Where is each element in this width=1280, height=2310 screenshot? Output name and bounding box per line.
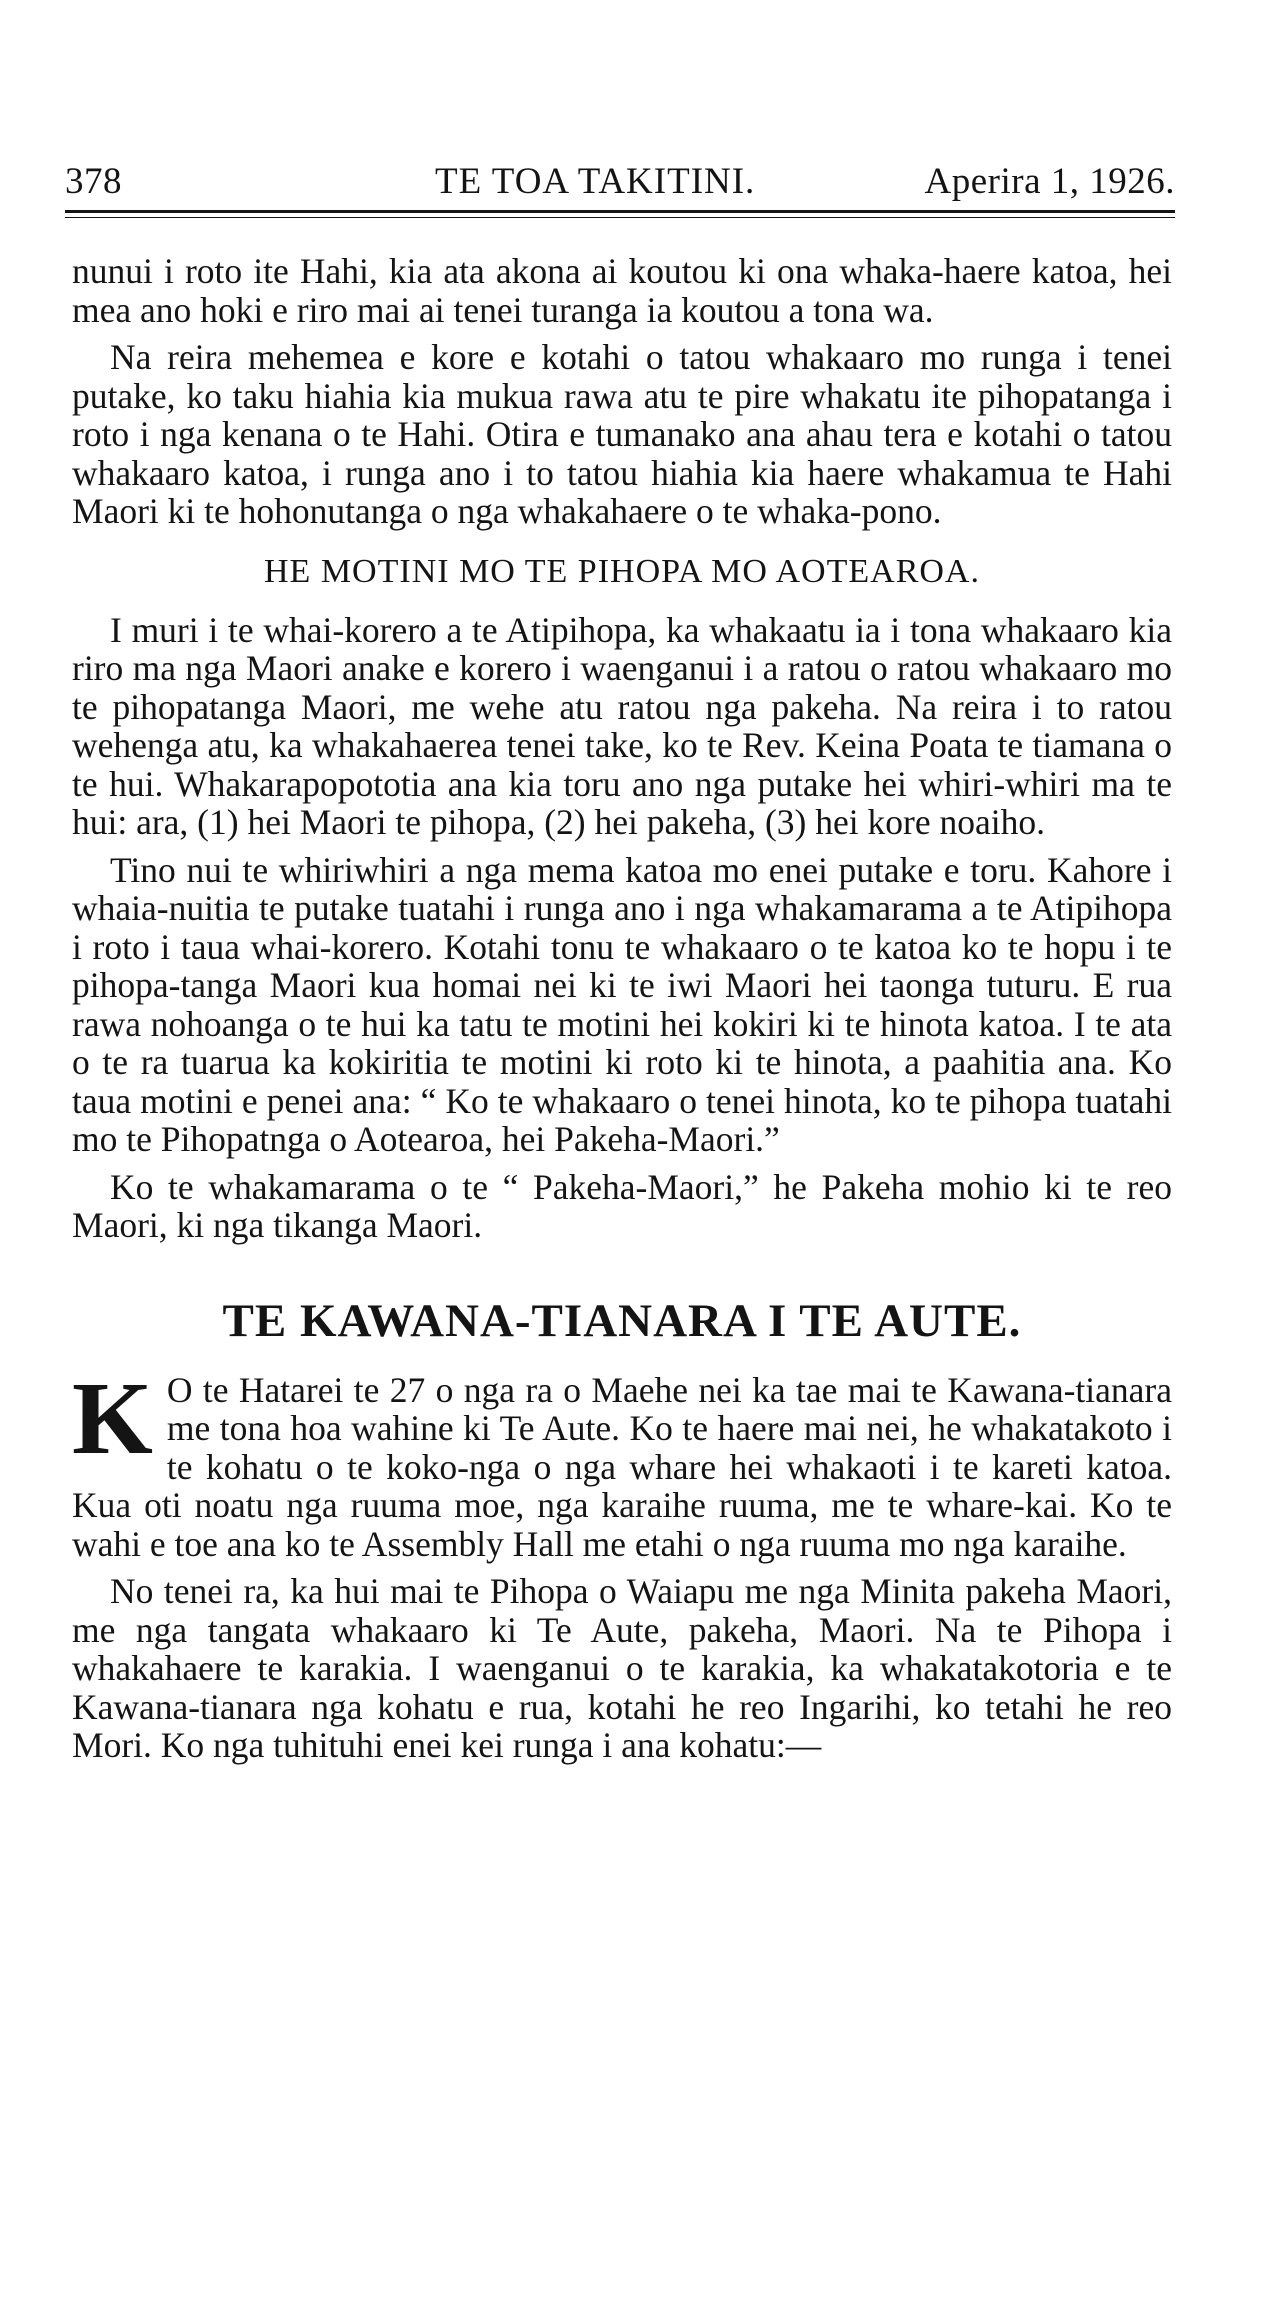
paragraph: Ko te whakamarama o te “ Pakeha-Maori,” he Pakeha mohio ki te reo Maori, ki nga tikanga Maori. [72,1166,1172,1245]
header-rule-thick [65,210,1175,213]
header-rule-thin [65,217,1175,218]
paragraph: I muri i te whai-korero a te Atipihopa, ka whakaatu ia i tona whakaaro kia riro ma nga Maori anake e korero i waenganui i a ratou o ratou whakaaro mo te pihopatanga Maori, me wehe atu ratou nga pakeha. Na reira i to ratou wehenga atu, ka whakahaerea tenei take, ko te Rev. Keina Poata te tiamana o te hui. Whakarapopototia ana kia toru ano nga putake hei whiri-whiri ma te hui: ara, (1) hei Maori te pihopa, (2) hei pakeha, (3) hei kore noaiho. [72,609,1172,842]
drop-cap: K [72,1360,153,1476]
issue-date: Aperira 1, 1926. [924,161,1175,202]
paragraph-with-drop-cap [72,1360,1172,1564]
paragraph: Tino nui te whiriwhiri a nga mema katoa mo enei putake e toru. Kahore i whaia-nuitia te putake tuatahi i runga ano i nga whakamarama a te Atipihopa i roto i taua whai-korero. Kotahi tonu te whakaaro o te katoa ko te hopu i te pihopa-tanga Maori kua homai nei ki te iwi Maori hei taonga tuturu. E rua rawa nohoanga o te hui ka tatu te motini hei kokiri ki te hinota katoa. I te ata o te ra tuarua ka kokiritia te motini ki roto ki te hinota, a paahitia ana. Ko taua motini e penei ana: “ Ko te whakaaro o tenei hinota, ko te pihopa tuatahi mo te Pihopatnga o Aotearoa, hei Pakeha-Maori.” [72,849,1172,1159]
article-body [72,252,1172,1774]
paragraph-text: O te Hatarei te 27 o nga ra o Maehe nei ka tae mai te Kawana-tianara me tona hoa wahine ki Te Aute. Ko te haere mai nei, he whakatakoto i te kohatu o te koko-nga o nga whare hei whakaoti i te kareti katoa. Kua oti noatu nga ruuma moe, nga karaihe ruuma, me te whare-kai. Ko te wahi e toe ana ko te Assembly Hall me etahi o nga ruuma mo nga karaihe. [72,1369,1172,1564]
publication-title: TE TOA TAKITINI. [435,161,756,202]
paragraph: Na reira mehemea e kore e kotahi o tatou whakaaro mo runga i tenei putake, ko taku hiahia kia mukua rawa atu te pire whakatu ite pihopatanga i roto i nga kenana o te Hahi. Otira e tumanako ana ahau tera e kotahi o tatou whakaaro katoa, i runga ano i to tatou hiahia kia haere whakamua te Hahi Maori ki te hohonutanga o nga whakahaere o te whaka-pono. [72,337,1172,531]
page-number: 378 [65,161,122,202]
section-title: TE KAWANA-TIANARA I TE AUTE. [222,1294,1022,1347]
paragraph-continued: nunui i roto ite Hahi, kia ata akona ai koutou ki ona whaka-haere katoa, hei mea ano hoki e riro mai ai tenei turanga ia koutou a tona wa. [72,251,1172,330]
paragraph: No tenei ra, ka hui mai te Pihopa o Waiapu me nga Minita pakeha Maori, me nga tangata whakaaro ki Te Aute, pakeha, Maori. Na te Pihopa i whakahaere te karakia. I waenganui o te karakia, ka whakatakotoria e te Kawana-tianara nga kohatu e rua, kotahi he reo Ingarihi, ko tetahi he reo Mori. Ko nga tuhituhi enei kei runga i ana kohatu:— [72,1571,1172,1765]
subheading-motion: HE MOTINI MO TE PIHOPA MO AOTEAROA. [264,552,980,590]
